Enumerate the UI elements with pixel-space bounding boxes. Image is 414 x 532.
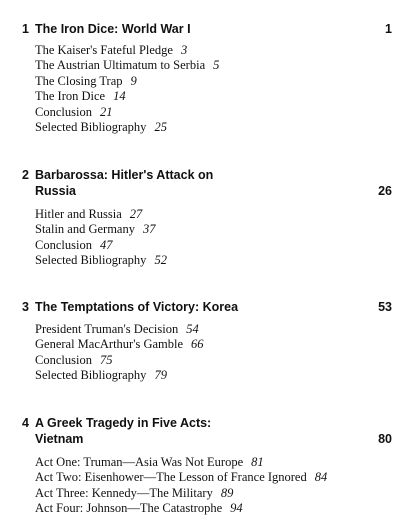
list-item[interactable] bbox=[35, 222, 396, 237]
section-page-number: 94 bbox=[230, 501, 243, 516]
section-list bbox=[22, 322, 396, 384]
chapter-number: 2 bbox=[22, 168, 29, 182]
chapter-page-number: 26 bbox=[378, 184, 392, 198]
list-item[interactable] bbox=[35, 486, 396, 501]
list-item[interactable] bbox=[35, 470, 396, 485]
section-title: The Closing Trap bbox=[35, 73, 123, 88]
section-page-number: 89 bbox=[220, 485, 234, 500]
section-title: General MacArthur's Gamble bbox=[35, 337, 184, 352]
chapter-4 bbox=[22, 415, 396, 517]
list-item[interactable] bbox=[35, 89, 396, 104]
section-page-number: 54 bbox=[186, 322, 199, 336]
list-item[interactable] bbox=[35, 368, 396, 383]
section-page-number: 66 bbox=[191, 337, 204, 352]
list-item[interactable] bbox=[35, 353, 396, 368]
list-item[interactable] bbox=[35, 105, 396, 120]
section-title: Selected Bibliography bbox=[35, 368, 147, 383]
section-page-number: 25 bbox=[154, 120, 167, 135]
section-page-number: 47 bbox=[99, 237, 113, 252]
section-page-number: 81 bbox=[251, 455, 264, 469]
chapter-heading bbox=[22, 167, 396, 199]
chapter-number: 3 bbox=[22, 300, 29, 314]
chapter-page-number: 53 bbox=[378, 300, 392, 314]
section-title: Conclusion bbox=[35, 352, 92, 367]
section-title: Act Four: Johnson—The Catastrophe bbox=[35, 501, 223, 516]
chapter-heading bbox=[22, 415, 396, 447]
section-page-number: 27 bbox=[129, 207, 143, 221]
list-item[interactable] bbox=[35, 74, 396, 89]
list-item[interactable] bbox=[35, 337, 396, 352]
chapter-heading bbox=[22, 299, 396, 315]
section-page-number: 9 bbox=[130, 73, 137, 88]
section-title: Act One: Truman—Asia Was Not Europe bbox=[35, 455, 244, 469]
list-item[interactable] bbox=[35, 120, 396, 135]
chapter-1 bbox=[22, 21, 396, 135]
chapter-number: 4 bbox=[22, 416, 29, 430]
list-item[interactable] bbox=[35, 501, 396, 516]
chapter-3 bbox=[22, 299, 396, 384]
list-item[interactable] bbox=[35, 238, 396, 253]
section-page-number: 21 bbox=[99, 104, 113, 119]
section-title: Conclusion bbox=[35, 104, 92, 119]
list-item[interactable] bbox=[35, 43, 396, 58]
section-page-number: 79 bbox=[154, 368, 167, 383]
section-page-number: 84 bbox=[314, 470, 328, 485]
section-list bbox=[22, 207, 396, 269]
chapter-page-number: 80 bbox=[378, 432, 392, 446]
section-title: The Austrian Ultimatum to Serbia bbox=[35, 58, 206, 73]
section-page-number: 37 bbox=[142, 222, 156, 237]
section-title: President Truman's Decision bbox=[35, 322, 179, 336]
chapter-title[interactable]: Barbarossa: Hitler's Attack on bbox=[35, 168, 214, 182]
section-title: Act Two: Eisenhower—The Lesson of France Ignored bbox=[35, 470, 307, 485]
chapter-page-number: 1 bbox=[385, 22, 392, 36]
chapter-title[interactable]: The Temptations of Victory: Korea bbox=[35, 300, 239, 314]
section-page-number: 75 bbox=[99, 352, 113, 367]
section-title: Selected Bibliography bbox=[35, 253, 147, 268]
chapter-heading bbox=[22, 21, 396, 37]
chapter-number: 1 bbox=[22, 22, 29, 36]
section-title: The Iron Dice bbox=[35, 89, 106, 104]
section-title: Hitler and Russia bbox=[35, 207, 122, 221]
section-title: Stalin and Germany bbox=[35, 222, 135, 237]
chapter-title-continued[interactable]: Vietnam bbox=[35, 432, 84, 446]
list-item[interactable] bbox=[35, 322, 396, 337]
list-item[interactable] bbox=[35, 58, 396, 73]
section-list bbox=[22, 455, 396, 517]
section-title: Selected Bibliography bbox=[35, 120, 147, 135]
section-title: Act Three: Kennedy—The Military bbox=[35, 485, 213, 500]
section-page-number: 14 bbox=[113, 89, 126, 104]
list-item[interactable] bbox=[35, 253, 396, 268]
section-page-number: 52 bbox=[154, 253, 167, 268]
section-page-number: 3 bbox=[180, 43, 188, 57]
chapter-title[interactable]: A Greek Tragedy in Five Acts: bbox=[35, 416, 212, 430]
chapter-title-continued[interactable]: Russia bbox=[35, 184, 76, 198]
section-page-number: 5 bbox=[213, 58, 220, 73]
list-item[interactable] bbox=[35, 207, 396, 222]
section-title: Conclusion bbox=[35, 237, 92, 252]
list-item[interactable] bbox=[35, 455, 396, 470]
chapter-2 bbox=[22, 167, 396, 269]
chapter-title[interactable]: The Iron Dice: World War I bbox=[35, 22, 191, 36]
section-list bbox=[22, 43, 396, 135]
section-title: The Kaiser's Fateful Pledge bbox=[35, 43, 173, 57]
